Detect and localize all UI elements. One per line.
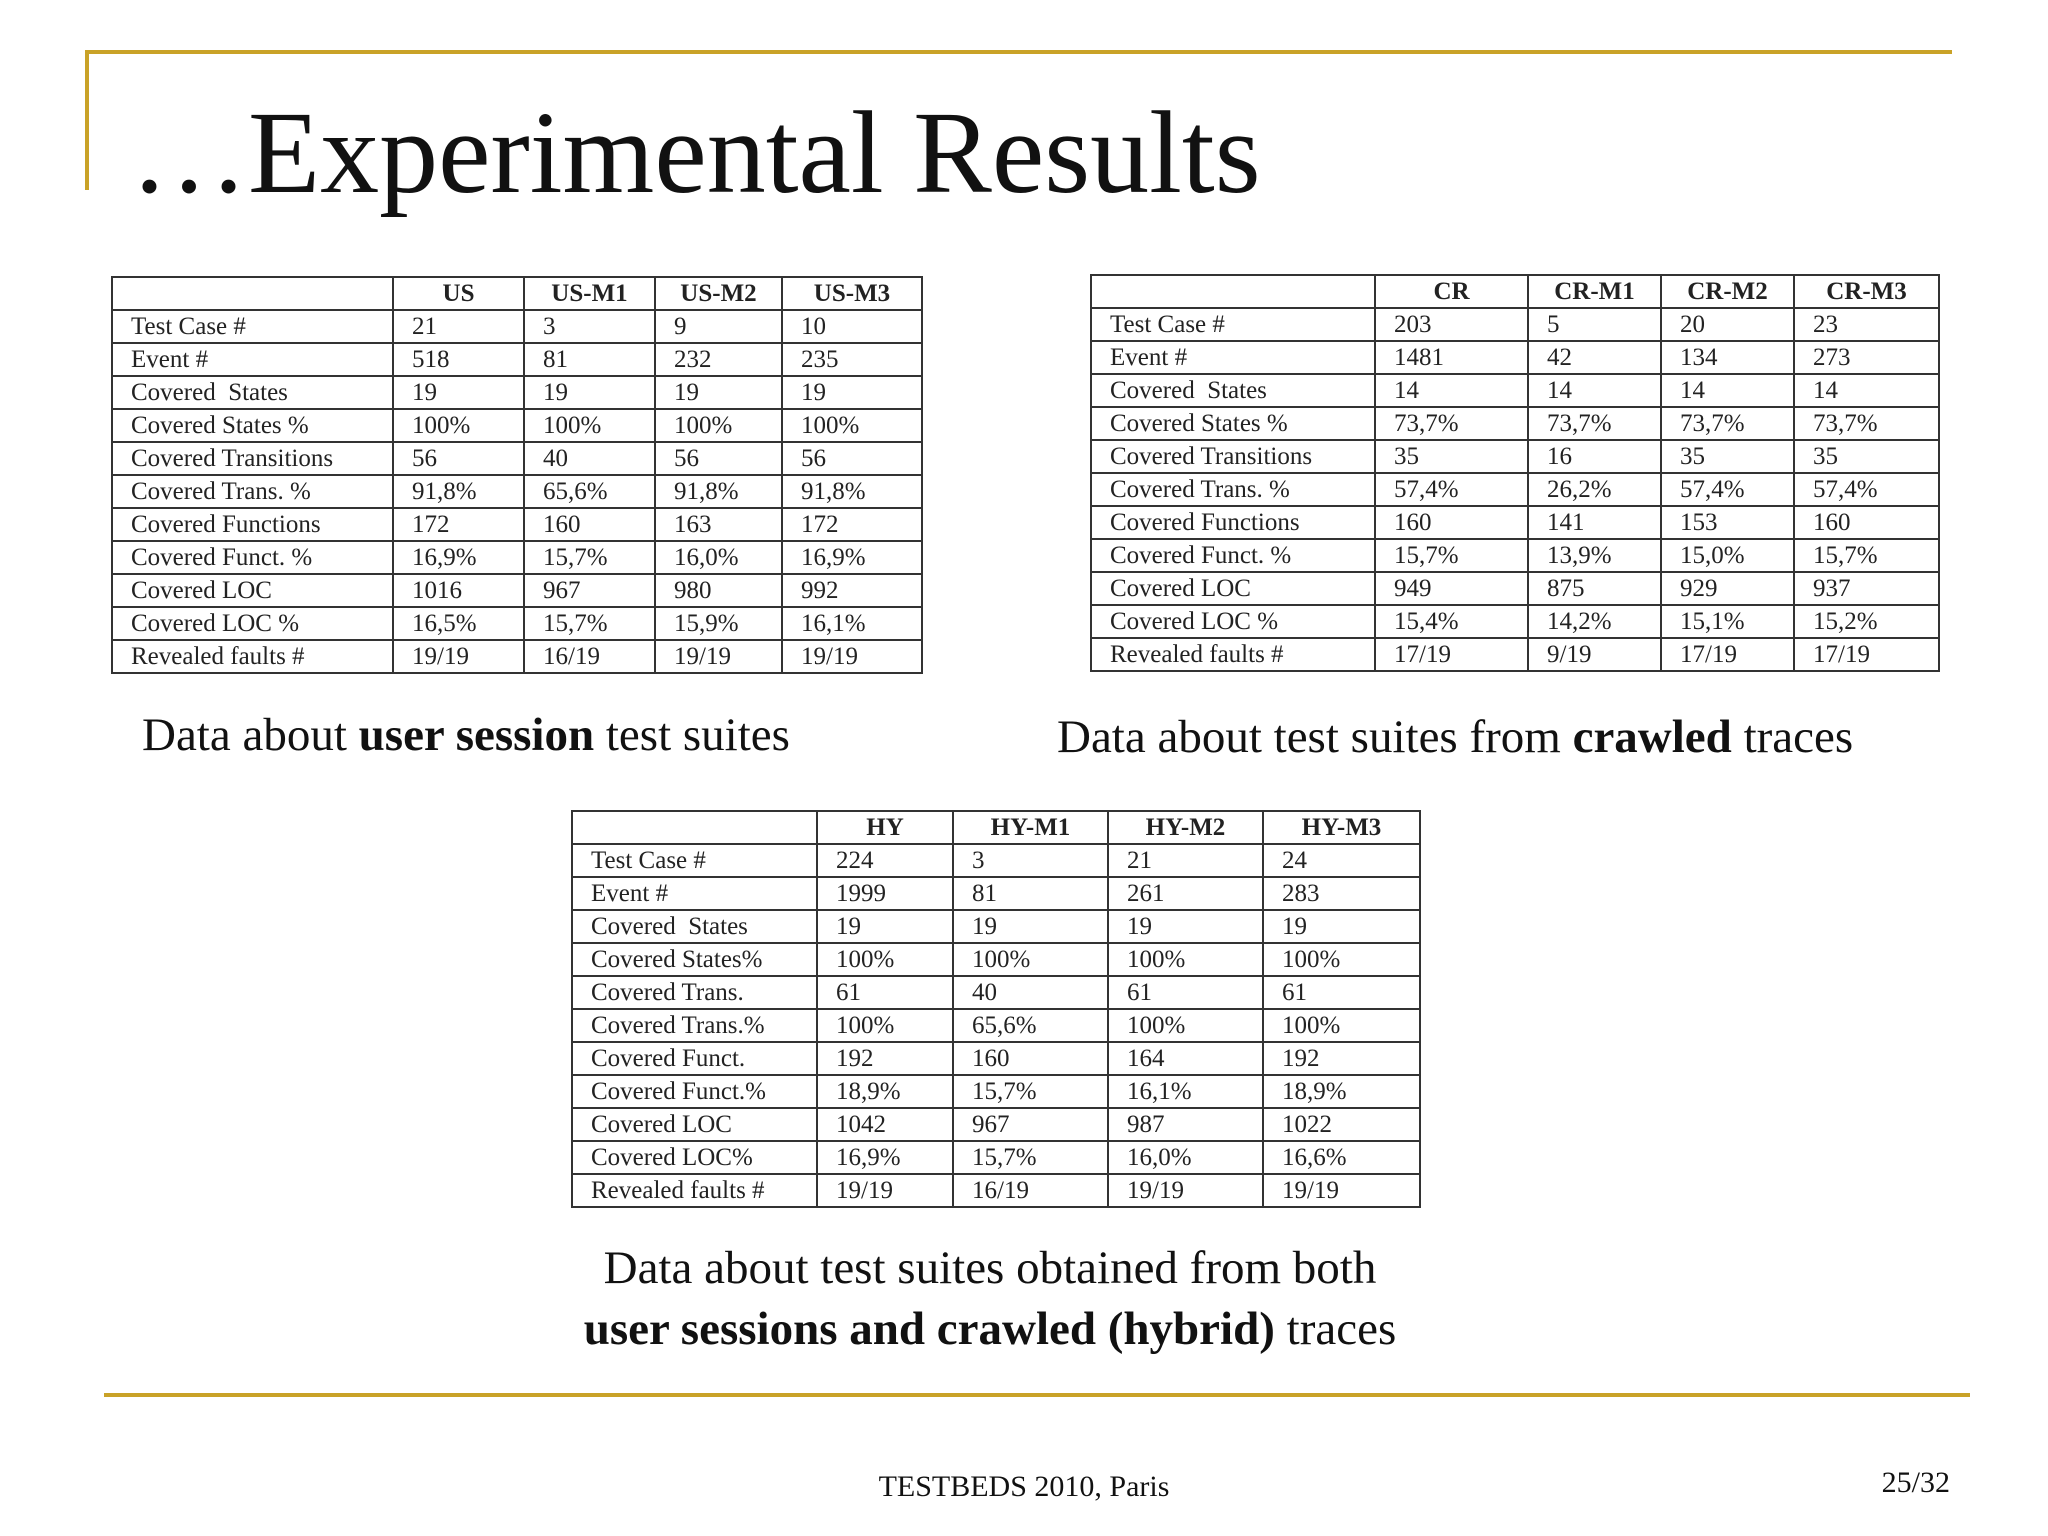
table-cell: 65,6%: [524, 475, 655, 508]
table-row: [112, 574, 922, 607]
table-cell: 15,9%: [655, 607, 782, 640]
table-cell: 273: [1794, 341, 1939, 374]
table-row: [112, 409, 922, 442]
table-row: [1091, 539, 1939, 572]
column-header: US-M3: [782, 277, 922, 310]
table-row: [572, 844, 1420, 877]
column-header: US: [393, 277, 524, 310]
row-label: Event #: [112, 343, 393, 376]
table-row: [572, 877, 1420, 910]
table-cell: 15,7%: [953, 1075, 1108, 1108]
table-header-row: [572, 811, 1420, 844]
table-corner-cell: [112, 277, 393, 310]
table-cell: 3: [953, 844, 1108, 877]
table-cell: 100%: [524, 409, 655, 442]
table-cell: 19/19: [782, 640, 922, 673]
table-cell: 35: [1661, 440, 1794, 473]
table-cell: 16,9%: [817, 1141, 953, 1174]
table-cell: 81: [953, 877, 1108, 910]
table-cell: 980: [655, 574, 782, 607]
table-cell: 65,6%: [953, 1009, 1108, 1042]
caption-text: Data about: [142, 709, 359, 761]
row-label: Covered States %: [1091, 407, 1375, 440]
table-row: [572, 1042, 1420, 1075]
table-cell: 100%: [1263, 1009, 1420, 1042]
table-cell: 15,7%: [524, 607, 655, 640]
table-cell: 100%: [1263, 943, 1420, 976]
table-cell: 35: [1794, 440, 1939, 473]
row-label: Covered Funct. %: [1091, 539, 1375, 572]
table-corner-cell: [572, 811, 817, 844]
table-cell: 100%: [655, 409, 782, 442]
table-cell: 57,4%: [1794, 473, 1939, 506]
table-row: [112, 475, 922, 508]
table-cell: 19: [524, 376, 655, 409]
row-label: Covered Funct. %: [112, 541, 393, 574]
table-cell: 19/19: [1263, 1174, 1420, 1207]
table-cell: 100%: [1108, 943, 1263, 976]
row-label: Covered States %: [112, 409, 393, 442]
row-label: Covered Functions: [112, 508, 393, 541]
table-cell: 61: [1108, 976, 1263, 1009]
table-cell: 23: [1794, 308, 1939, 341]
table-cell: 17/19: [1375, 638, 1528, 671]
table-cell: 100%: [1108, 1009, 1263, 1042]
table-cell: 1481: [1375, 341, 1528, 374]
table-cell: 18,9%: [817, 1075, 953, 1108]
row-label: Covered Trans.: [572, 976, 817, 1009]
table-cell: 875: [1528, 572, 1661, 605]
table-cell: 20: [1661, 308, 1794, 341]
table-cell: 19/19: [817, 1174, 953, 1207]
table-cell: 100%: [817, 943, 953, 976]
table-cell: 57,4%: [1661, 473, 1794, 506]
table-cell: 16,0%: [1108, 1141, 1263, 1174]
column-header: CR-M2: [1661, 275, 1794, 308]
table-cell: 73,7%: [1661, 407, 1794, 440]
table-cell: 160: [1794, 506, 1939, 539]
table-row: [572, 1141, 1420, 1174]
hybrid-caption: [500, 1238, 1480, 1360]
table-cell: 16/19: [953, 1174, 1108, 1207]
table-cell: 1999: [817, 877, 953, 910]
table-cell: 172: [393, 508, 524, 541]
table-cell: 987: [1108, 1108, 1263, 1141]
table-cell: 518: [393, 343, 524, 376]
row-label: Covered Trans.%: [572, 1009, 817, 1042]
table-row: [1091, 407, 1939, 440]
table-cell: 56: [393, 442, 524, 475]
table-row: [112, 607, 922, 640]
table-cell: 16,6%: [1263, 1141, 1420, 1174]
user-session-table: [111, 276, 923, 674]
table-row: [572, 910, 1420, 943]
top-rule: [85, 50, 1952, 54]
table-cell: 35: [1375, 440, 1528, 473]
table-cell: 929: [1661, 572, 1794, 605]
table-cell: 15,7%: [953, 1141, 1108, 1174]
row-label: Covered Trans. %: [1091, 473, 1375, 506]
table-cell: 160: [524, 508, 655, 541]
table-cell: 164: [1108, 1042, 1263, 1075]
table-cell: 967: [524, 574, 655, 607]
table-row: [112, 376, 922, 409]
table-cell: 19: [1263, 910, 1420, 943]
table-cell: 91,8%: [655, 475, 782, 508]
footer-text: TESTBEDS 2010, Paris: [878, 1470, 1170, 1503]
table-cell: 19/19: [655, 640, 782, 673]
table-cell: 14: [1375, 374, 1528, 407]
table-cell: 40: [953, 976, 1108, 1009]
page-number: 25/32: [1881, 1466, 1950, 1499]
column-header: HY-M2: [1108, 811, 1263, 844]
row-label: Test Case #: [1091, 308, 1375, 341]
table-header-row: [112, 277, 922, 310]
row-label: Covered Trans. %: [112, 475, 393, 508]
table-row: [112, 640, 922, 673]
table-row: [572, 1108, 1420, 1141]
table-cell: 5: [1528, 308, 1661, 341]
table-cell: 15,7%: [1375, 539, 1528, 572]
table-cell: 9: [655, 310, 782, 343]
table-cell: 16/19: [524, 640, 655, 673]
table-cell: 19: [393, 376, 524, 409]
table-row: [1091, 341, 1939, 374]
column-header: CR-M1: [1528, 275, 1661, 308]
table-cell: 19: [817, 910, 953, 943]
table-cell: 16: [1528, 440, 1661, 473]
row-label: Covered LOC: [572, 1108, 817, 1141]
row-label: Covered LOC %: [112, 607, 393, 640]
table-cell: 100%: [393, 409, 524, 442]
table-cell: 141: [1528, 506, 1661, 539]
caption-line-1: Data about test suites obtained from both: [603, 1242, 1377, 1294]
table-cell: 15,7%: [1794, 539, 1939, 572]
row-label: Revealed faults #: [572, 1174, 817, 1207]
table-cell: 21: [1108, 844, 1263, 877]
table-cell: 160: [1375, 506, 1528, 539]
column-header: US-M1: [524, 277, 655, 310]
table-cell: 42: [1528, 341, 1661, 374]
table-cell: 16,1%: [782, 607, 922, 640]
caption-text: traces: [1274, 1303, 1397, 1356]
table-cell: 100%: [817, 1009, 953, 1042]
table-cell: 992: [782, 574, 922, 607]
table-cell: 40: [524, 442, 655, 475]
table-row: [1091, 374, 1939, 407]
table-row: [1091, 440, 1939, 473]
table-cell: 3: [524, 310, 655, 343]
user-session-caption: [142, 705, 790, 766]
table-row: [1091, 638, 1939, 671]
table-cell: 1022: [1263, 1108, 1420, 1141]
table-cell: 19/19: [1108, 1174, 1263, 1207]
row-label: Test Case #: [112, 310, 393, 343]
table-cell: 283: [1263, 877, 1420, 910]
table-row: [1091, 572, 1939, 605]
table-cell: 192: [1263, 1042, 1420, 1075]
column-header: US-M2: [655, 277, 782, 310]
table-cell: 14: [1528, 374, 1661, 407]
table-cell: 15,7%: [524, 541, 655, 574]
table-cell: 163: [655, 508, 782, 541]
bottom-rule: [104, 1393, 1970, 1397]
row-label: Covered Functions: [1091, 506, 1375, 539]
hybrid-table: [571, 810, 1421, 1208]
table-row: [112, 541, 922, 574]
table-cell: 16,9%: [393, 541, 524, 574]
table-cell: 160: [953, 1042, 1108, 1075]
table-cell: 937: [1794, 572, 1939, 605]
table-cell: 224: [817, 844, 953, 877]
table-corner-cell: [1091, 275, 1375, 308]
table-cell: 153: [1661, 506, 1794, 539]
row-label: Revealed faults #: [1091, 638, 1375, 671]
table-row: [1091, 506, 1939, 539]
table-cell: 56: [655, 442, 782, 475]
table-cell: 73,7%: [1794, 407, 1939, 440]
caption-emphasis: user sessions and crawled (hybrid): [583, 1303, 1275, 1356]
table-row: [572, 1075, 1420, 1108]
row-label: Event #: [1091, 341, 1375, 374]
column-header: HY-M3: [1263, 811, 1420, 844]
caption-text: Data about test suites from: [1057, 711, 1573, 763]
row-label: Revealed faults #: [112, 640, 393, 673]
left-rule: [85, 50, 89, 190]
column-header: CR-M3: [1794, 275, 1939, 308]
table-cell: 15,1%: [1661, 605, 1794, 638]
row-label: Covered Funct.: [572, 1042, 817, 1075]
row-label: Covered LOC%: [572, 1141, 817, 1174]
table-cell: 192: [817, 1042, 953, 1075]
table-cell: 100%: [782, 409, 922, 442]
column-header: HY-M1: [953, 811, 1108, 844]
row-label: Covered States: [572, 910, 817, 943]
table-cell: 16,1%: [1108, 1075, 1263, 1108]
crawled-table: [1090, 274, 1940, 672]
table-cell: 19: [655, 376, 782, 409]
table-cell: 16,9%: [782, 541, 922, 574]
table-cell: 91,8%: [393, 475, 524, 508]
table-cell: 13,9%: [1528, 539, 1661, 572]
table-cell: 100%: [953, 943, 1108, 976]
table-row: [112, 442, 922, 475]
caption-text: test suites: [594, 709, 790, 761]
column-header: CR: [1375, 275, 1528, 308]
table-cell: 19: [782, 376, 922, 409]
caption-text: traces: [1731, 711, 1854, 763]
caption-emphasis: user session: [358, 709, 595, 761]
caption-emphasis: crawled: [1572, 711, 1732, 763]
crawled-caption: [1057, 707, 1853, 768]
table-row: [572, 976, 1420, 1009]
table-cell: 26,2%: [1528, 473, 1661, 506]
table-cell: 17/19: [1661, 638, 1794, 671]
table-cell: 232: [655, 343, 782, 376]
table-cell: 24: [1263, 844, 1420, 877]
table-cell: 16,0%: [655, 541, 782, 574]
table-cell: 56: [782, 442, 922, 475]
table-cell: 134: [1661, 341, 1794, 374]
table-cell: 261: [1108, 877, 1263, 910]
row-label: Covered States: [112, 376, 393, 409]
table-cell: 10: [782, 310, 922, 343]
table-cell: 967: [953, 1108, 1108, 1141]
row-label: Covered LOC: [1091, 572, 1375, 605]
table-cell: 172: [782, 508, 922, 541]
table-row: [572, 1009, 1420, 1042]
table-row: [112, 343, 922, 376]
table-cell: 15,0%: [1661, 539, 1794, 572]
table-cell: 21: [393, 310, 524, 343]
table-cell: 949: [1375, 572, 1528, 605]
table-row: [1091, 473, 1939, 506]
column-header: HY: [817, 811, 953, 844]
table-cell: 17/19: [1794, 638, 1939, 671]
table-cell: 14: [1794, 374, 1939, 407]
table-cell: 1042: [817, 1108, 953, 1141]
table-cell: 19: [1108, 910, 1263, 943]
row-label: Covered LOC: [112, 574, 393, 607]
table-cell: 235: [782, 343, 922, 376]
table-row: [1091, 308, 1939, 341]
table-cell: 61: [1263, 976, 1420, 1009]
row-label: Covered LOC %: [1091, 605, 1375, 638]
table-row: [112, 310, 922, 343]
table-cell: 9/19: [1528, 638, 1661, 671]
table-cell: 61: [817, 976, 953, 1009]
row-label: Event #: [572, 877, 817, 910]
table-cell: 15,2%: [1794, 605, 1939, 638]
table-row: [1091, 605, 1939, 638]
row-label: Covered States: [1091, 374, 1375, 407]
row-label: Covered Funct.%: [572, 1075, 817, 1108]
row-label: Test Case #: [572, 844, 817, 877]
table-cell: 57,4%: [1375, 473, 1528, 506]
table-cell: 73,7%: [1528, 407, 1661, 440]
table-row: [112, 508, 922, 541]
table-row: [572, 943, 1420, 976]
table-cell: 15,4%: [1375, 605, 1528, 638]
table-header-row: [1091, 275, 1939, 308]
table-cell: 16,5%: [393, 607, 524, 640]
table-row: [572, 1174, 1420, 1207]
table-cell: 19: [953, 910, 1108, 943]
slide-title: …Experimental Results: [130, 87, 1261, 218]
row-label: Covered States%: [572, 943, 817, 976]
table-cell: 81: [524, 343, 655, 376]
table-cell: 14,2%: [1528, 605, 1661, 638]
row-label: Covered Transitions: [1091, 440, 1375, 473]
row-label: Covered Transitions: [112, 442, 393, 475]
table-cell: 19/19: [393, 640, 524, 673]
table-cell: 91,8%: [782, 475, 922, 508]
table-cell: 18,9%: [1263, 1075, 1420, 1108]
table-cell: 1016: [393, 574, 524, 607]
table-cell: 203: [1375, 308, 1528, 341]
table-cell: 14: [1661, 374, 1794, 407]
table-cell: 73,7%: [1375, 407, 1528, 440]
